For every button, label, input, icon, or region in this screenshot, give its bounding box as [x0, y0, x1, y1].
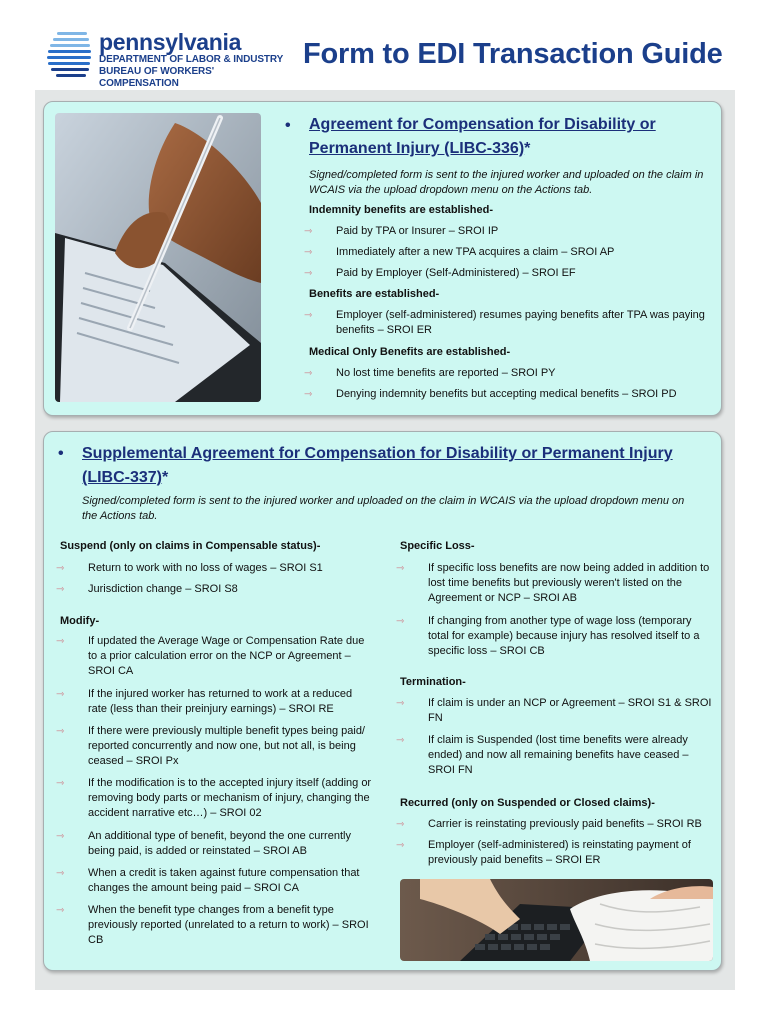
- list-item: ⇾ When the benefit type changes from a benefit type previously reported (unrelated to a return to work) – SROI CB: [56, 904, 369, 946]
- link-arrow-icon: ⇾: [56, 868, 65, 879]
- link-arrow-icon: ⇾: [56, 636, 65, 647]
- link-arrow-icon: ⇾: [396, 616, 405, 627]
- list-item: ⇾ Jurisdiction change – SROI S8: [56, 583, 238, 595]
- link-arrow-icon: ⇾: [56, 689, 65, 700]
- list-item: ⇾ If updated the Average Wage or Compensation Rate due to a prior calculation error on the NCP or Agreement – SROI CA: [56, 635, 365, 677]
- termination-title: Termination-: [400, 676, 466, 688]
- list-item: ⇾ If specific loss benefits are now being added in addition to lost time benefits but previously weren't listed on the Agreement or NCP – SROI AB: [396, 562, 710, 604]
- logo-state-name: pennsylvania: [99, 29, 242, 55]
- keyboard-bandaged-hand-photo: [400, 879, 713, 961]
- list-item: ⇾ Return to work with no loss of wages – SROI S1: [56, 562, 323, 574]
- list-item: ⇾ When a credit is taken against future compensation that changes the amount being paid – SROI CA: [56, 867, 360, 894]
- link-arrow-icon: ⇾: [396, 819, 405, 830]
- keystone-logo-icon: [45, 30, 95, 78]
- link-arrow-icon: ⇾: [396, 735, 405, 746]
- list-item: ⇾ Paid by TPA or Insurer – SROI IP: [304, 225, 499, 237]
- logo-bureau: BUREAU OF WORKERS' COMPENSATION: [99, 66, 215, 89]
- link-arrow-icon: ⇾: [56, 563, 65, 574]
- link-arrow-icon: ⇾: [304, 268, 313, 279]
- list-item: ⇾ Employer (self-administered) is reinstating payment of previously paid benefits – SROI ER: [396, 839, 691, 866]
- link-arrow-icon: ⇾: [304, 247, 313, 258]
- section1-heading-star: *: [524, 140, 531, 157]
- section1-intro: Signed/completed form is sent to the injured worker and uploaded on the claim in WCAIS via the upload dropdown menu on the Actions tab.: [309, 169, 704, 196]
- section2-heading-star: *: [162, 469, 169, 486]
- link-arrow-icon: ⇾: [304, 389, 313, 400]
- section1-bullet: •: [285, 117, 291, 134]
- link-arrow-icon: ⇾: [304, 226, 313, 237]
- modify-title: Modify-: [60, 615, 100, 627]
- link-arrow-icon: ⇾: [396, 840, 405, 851]
- list-item: ⇾ If claim is Suspended (lost time benefits were already ended) and now all remaining benefits have ceased –SROI FN: [396, 734, 689, 776]
- section1-heading-text[interactable]: Agreement for Compensation for Disability or Permanent Injury (LIBC-336): [309, 116, 656, 157]
- list-item: ⇾ Immediately after a new TPA acquires a claim – SROI AP: [304, 246, 615, 258]
- section2-heading-text[interactable]: Supplemental Agreement for Compensation for Disability or Permanent Injury (LIBC-337): [82, 445, 673, 486]
- link-arrow-icon: ⇾: [304, 310, 313, 321]
- list-item: ⇾ Denying indemnity benefits but accepting medical benefits – SROI PD: [304, 388, 677, 400]
- link-arrow-icon: ⇾: [56, 905, 65, 916]
- list-item: ⇾ Employer (self-administered) resumes paying benefits after TPA was paying benefits – SROI ER: [304, 309, 705, 336]
- suspend-title: Suspend (only on claims in Compensable status)-: [60, 540, 321, 552]
- list-item: ⇾ If there were previously multiple benefit types being paid/ reported concurrently and now one, but not all, is being ceased – SROI Px: [56, 725, 365, 767]
- tablet-stylus-photo: [55, 113, 261, 402]
- logo-department: DEPARTMENT OF LABOR & INDUSTRY: [99, 54, 284, 65]
- link-arrow-icon: ⇾: [56, 726, 65, 737]
- section2-heading[interactable]: [82, 442, 702, 490]
- specific-loss-title: Specific Loss-: [400, 540, 475, 552]
- link-arrow-icon: ⇾: [56, 584, 65, 595]
- list-item: ⇾ No lost time benefits are reported – SROI PY: [304, 367, 556, 379]
- list-item: ⇾ Paid by Employer (Self-Administered) – SROI EF: [304, 267, 576, 279]
- link-arrow-icon: ⇾: [304, 368, 313, 379]
- list-item: ⇾ If changing from another type of wage loss (temporary total for example) because injury has resolved itself to a specific loss – SROI CB: [396, 615, 700, 657]
- list-item: ⇾ An additional type of benefit, beyond the one currently being paid, is added or reinstated – SROI AB: [56, 830, 351, 857]
- link-arrow-icon: ⇾: [396, 563, 405, 574]
- link-arrow-icon: ⇾: [56, 778, 65, 789]
- section2-intro: Signed/completed form is sent to the injured worker and uploaded on the claim in WCAIS via the upload dropdown menu on the Actions tab.: [82, 495, 685, 522]
- section2-bullet: •: [58, 445, 64, 462]
- list-item: ⇾ If claim is under an NCP or Agreement – SROI S1 & SROI FN: [396, 697, 712, 724]
- list-item: ⇾ If the injured worker has returned to work at a reduced rate (less than their preinjury earnings) – SROI RE: [56, 688, 353, 715]
- section1-group1-title: Indemnity benefits are established-: [309, 204, 493, 216]
- recurred-title: Recurred (only on Suspended or Closed claims)-: [400, 797, 655, 809]
- list-item: ⇾ Carrier is reinstating previously paid benefits – SROI RB: [396, 818, 702, 830]
- link-arrow-icon: ⇾: [396, 698, 405, 709]
- section1-group3-title: Medical Only Benefits are established-: [309, 346, 511, 358]
- list-item: ⇾ If the modification is to the accepted injury itself (adding or removing body parts or mechanism of injury, changing the accident narrative etc…) – SROI 02: [56, 777, 372, 819]
- page-title: Form to EDI Transaction Guide: [303, 38, 723, 70]
- section1-group2-title: Benefits are established-: [309, 288, 440, 300]
- pa-logo: [45, 28, 295, 89]
- link-arrow-icon: ⇾: [56, 831, 65, 842]
- section1-heading[interactable]: [309, 113, 689, 161]
